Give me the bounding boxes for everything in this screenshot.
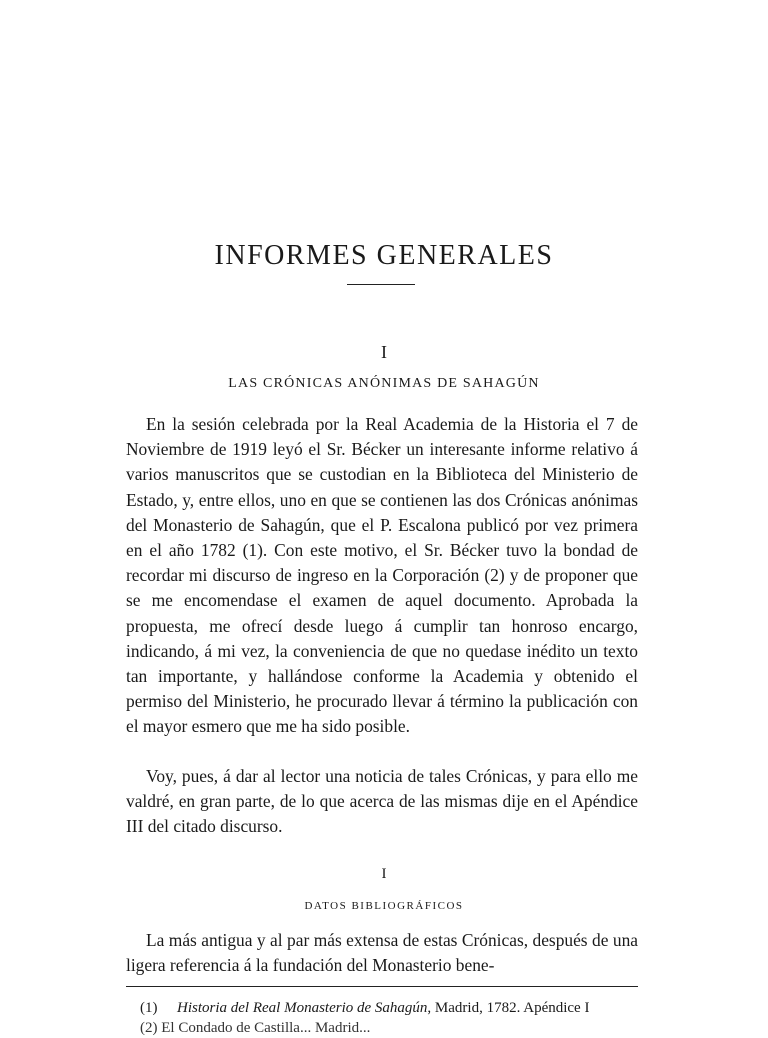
footnote-rule	[126, 986, 638, 987]
body-paragraph-3: La más antigua y al par más extensa de estas Crónicas, después de una ligera referencia á la fundación del Monasterio bene-	[126, 930, 638, 976]
footnote-2-partial: (2) El Condado de Castilla... Madrid...	[140, 1020, 371, 1036]
body-paragraph-1: En la sesión celebrada por la Real Academia de la Historia el 7 de Noviembre de 1919 leyó el Sr. Bécker un interesante informe relativo á varios manuscritos que se custodian en la Biblioteca del Ministerio de Estado, y, entre ellos, uno en que se contienen las dos Crónicas anónimas del Monasterio de Sahagún, que el P. Escalona publicó por vez primera en el año 1782 (1). Con este motivo, el Sr. Bécker tuvo la bondad de recordar mi discurso de ingreso en la Corporación (2) y de proponer que se me encomendase el examen de aquel documento. Aprobada la propuesta, me ofrecí desde luego á cumplir tan honroso encargo, indicando, á mi vez, la conveniencia de que no quedase inédito un texto tan importante, y hallándose conforme la Academia y obtenido el permiso del Ministerio, he procurado llevar á término la publicación con el mayor esmero que me ha sido posible.	[126, 414, 638, 737]
subsection-heading: DATOS BIBLIOGRÁFICOS	[304, 900, 464, 912]
title-rule	[347, 284, 415, 285]
section-heading: LAS CRÓNICAS ANÓNIMAS DE SAHAGÚN	[228, 376, 540, 391]
subsection-number: I	[381, 866, 387, 882]
page-title: INFORMES GENERALES	[214, 240, 554, 271]
section-number: I	[381, 342, 387, 362]
body-paragraph-2: Voy, pues, á dar al lector una noticia de tales Crónicas, y para ello me valdré, en gran parte, de lo que acerca de las mismas dije en el Apéndice III del citado discurso.	[126, 766, 638, 837]
footnote-1-title: Historia del Real Monasterio de Sahagún	[177, 1000, 428, 1016]
footnote-1	[140, 998, 640, 1018]
footnote-1-rest: , Madrid, 1782. Apéndice I	[427, 1000, 590, 1016]
footnote-1-marker: (1)	[140, 1000, 158, 1016]
